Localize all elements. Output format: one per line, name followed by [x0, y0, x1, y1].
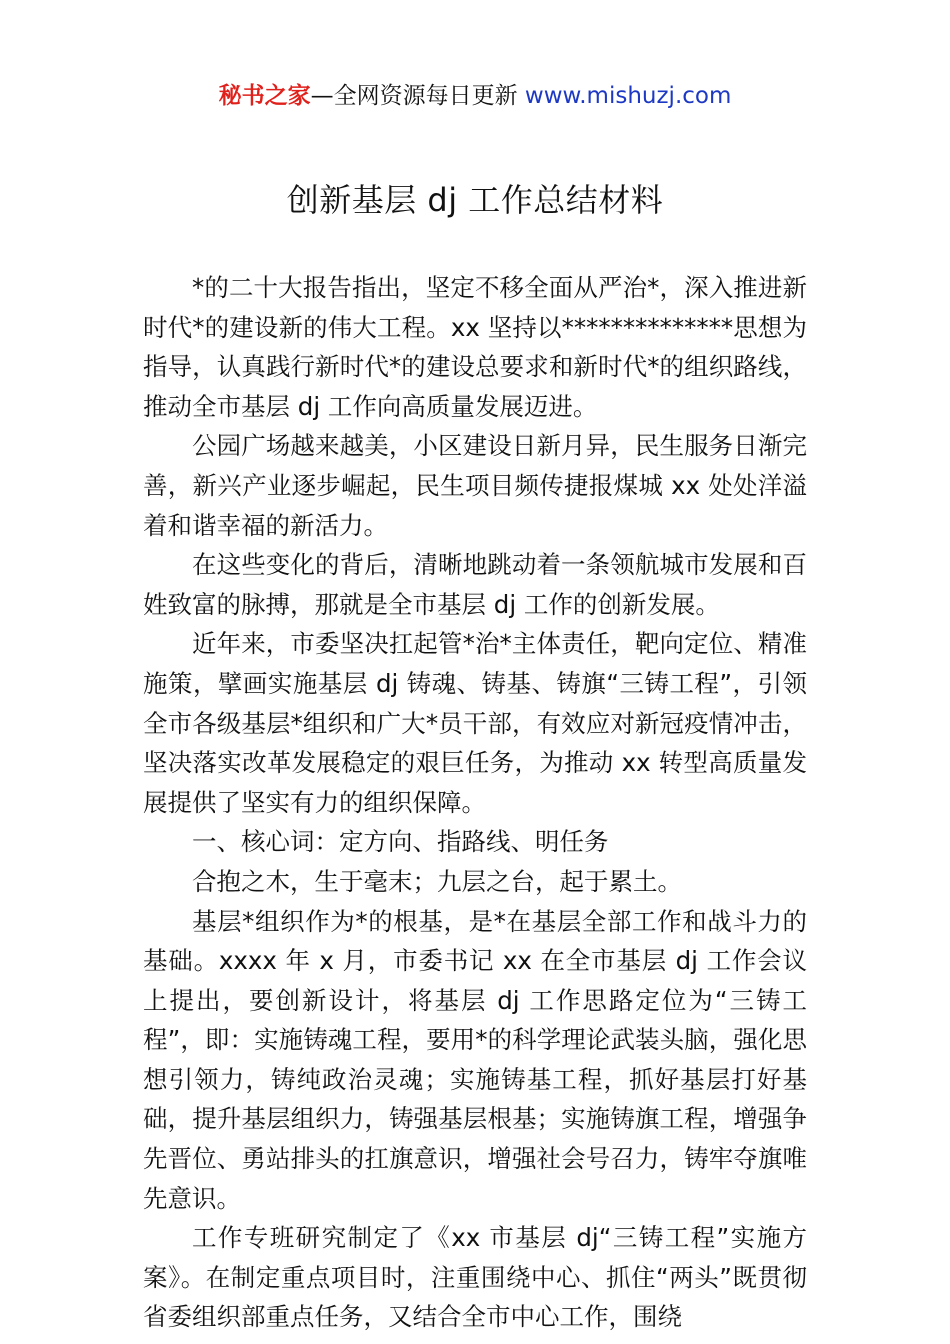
paragraph: 公园广场越来越美，小区建设日新月异，民生服务日渐完善，新兴产业逐步崛起，民生项目频传捷报煤城 xx 处处洋溢着和谐幸福的新活力。	[143, 431, 807, 540]
paragraph: 在这些变化的背后，清晰地跳动着一条领航城市发展和百姓致富的脉搏，那就是全市基层 dj 工作的创新发展。	[143, 550, 807, 619]
document-title: 创新基层 dj 工作总结材料	[286, 181, 664, 219]
paragraph: 工作专班研究制定了《xx 市基层 dj“三铸工程”实施方案》。在制定重点项目时，注重围绕中心、抓住“两头”既贯彻省委组织部重点任务，又结合全市中心工作，围绕	[143, 1223, 807, 1332]
site-url-link[interactable]: www.mishuzj.com	[524, 83, 732, 109]
section-heading: 一、核心词：定方向、指路线、明任务	[192, 827, 609, 857]
document-body	[143, 268, 807, 1337]
paragraph: *的二十大报告指出，坚定不移全面从严治*，深入推进新时代*的建设新的伟大工程。xx 坚持以**************思想为指导，认真践行新时代*的建设总要求和新时代*的组织路线，推动全市基层 dj 工作向高质量发展迈进。	[143, 273, 807, 421]
paragraph: 基层*组织作为*的根基，是*在基层全部工作和战斗力的基础。xxxx 年 x 月，市委书记 xx 在全市基层 dj 工作会议上提出，要创新设计，将基层 dj 工作思路定位为“三铸工程”，即：实施铸魂工程，要用*的科学理论武装头脑，强化思想引领力，铸纯政治灵魂；实施铸基工程，抓好基层打好基础，提升基层组织力，铸强基层根基；实施铸旗工程，增强争先晋位、勇站排头的扛旗意识，增强社会号召力，铸牢夺旗唯先意识。	[143, 906, 807, 1213]
site-tagline: —全网资源每日更新	[310, 83, 525, 109]
paragraph: 近年来，市委坚决扛起管*治*主体责任，靶向定位、精准施策，擘画实施基层 dj 铸魂、铸基、铸旗“三铸工程”，引领全市各级基层*组织和广大*员干部，有效应对新冠疫情冲击，坚决落实改革发展稳定的艰巨任务，为推动 xx 转型高质量发展提供了坚实有力的组织保障。	[143, 629, 807, 817]
site-header	[0, 80, 950, 112]
site-brand: 秘书之家	[218, 83, 311, 109]
paragraph: 合抱之木，生于毫末；九层之台，起于累土。	[192, 866, 682, 896]
